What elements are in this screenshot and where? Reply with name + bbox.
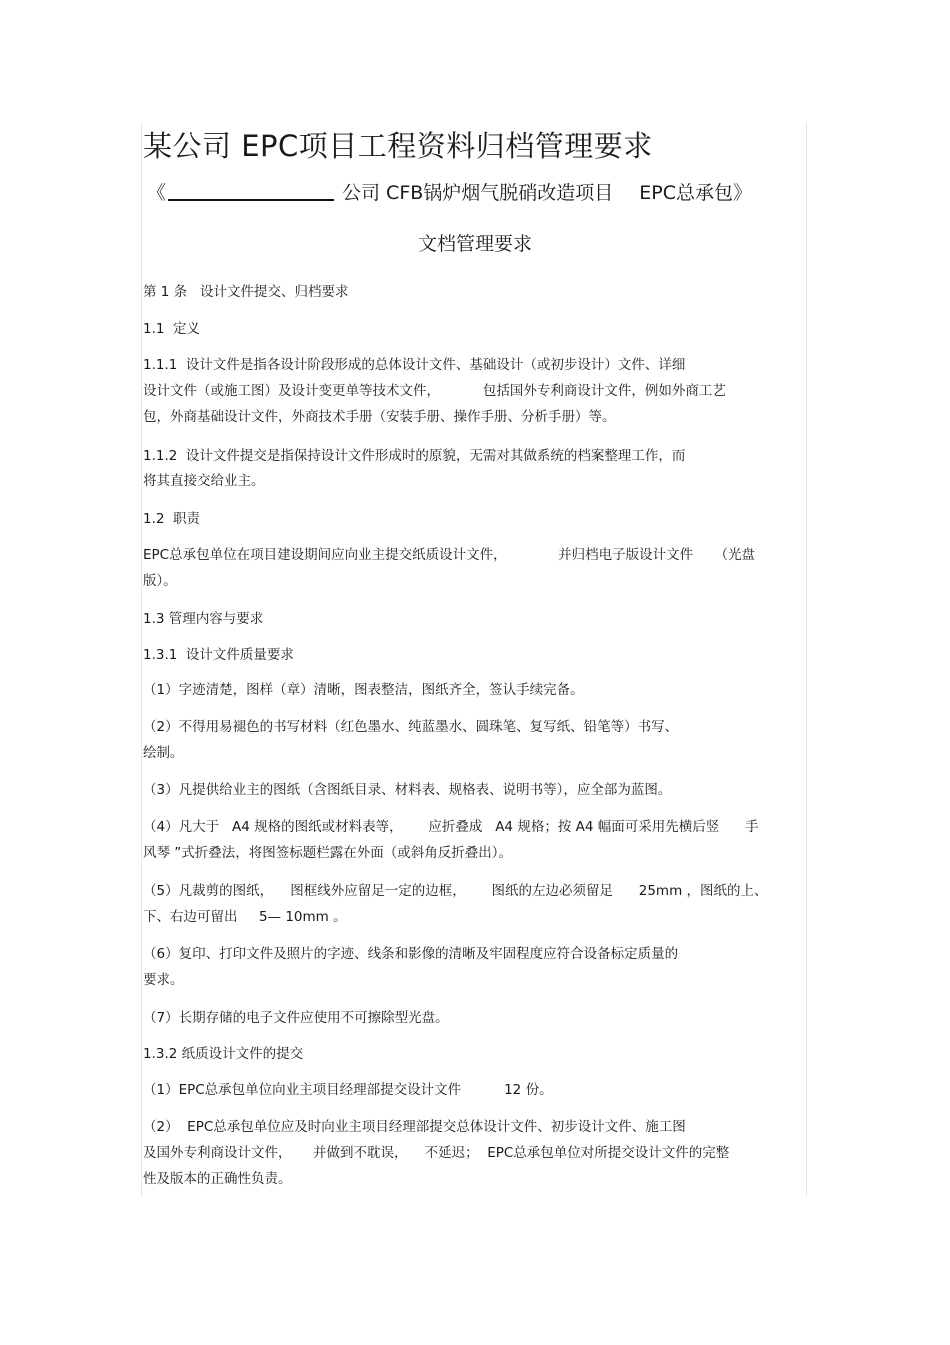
list-item-continuation: 绘制。 (143, 745, 184, 761)
subsection-heading: 1.3.1 设计文件质量要求 (143, 647, 294, 663)
list-item: （7）长期存储的电子文件应使用不可擦除型光盘。 (143, 1010, 449, 1026)
subtitle-contract-type: EPC总承包》 (639, 182, 753, 204)
list-item-continuation: 要求。 (143, 972, 184, 988)
paragraph-line: 1.1.2 设计文件提交是指保持设计文件形成时的原貌，无需对其做系统的档案整理工作，而 (143, 448, 686, 464)
document-subtitle-2: 文档管理要求 (417, 233, 532, 255)
list-item-continuation: 下、右边可留出 5— 10mm 。 (143, 909, 347, 925)
list-item: （1）字迹清楚，图样（章）清晰，图表整洁，图纸齐全，签认手续完备。 (143, 682, 584, 698)
paragraph-line: 设计文件（或施工图）及设计变更单等技术文件， 包括国外专利商设计文件，例如外商工艺 (143, 383, 726, 399)
list-item-continuation: 及国外专利商设计文件， 并做到不耽误， 不延迟； EPC总承包单位对所提交设计文件的完整 (143, 1145, 730, 1161)
list-item-continuation: 性及版本的正确性负责。 (143, 1171, 292, 1187)
document-subtitle (147, 178, 752, 205)
subsection-heading: 1.1 定义 (143, 321, 201, 337)
paragraph-line: 包，外商基础设计文件，外商技术手册（安装手册、操作手册、分析手册）等。 (143, 409, 616, 425)
subsection-heading: 1.2 职责 (143, 511, 201, 527)
paragraph-line: 版）。 (143, 573, 177, 589)
page-border-left (141, 122, 142, 1197)
list-item: （1）EPC总承包单位向业主项目经理部提交设计文件 12 份。 (143, 1082, 553, 1098)
subsection-heading: 1.3.2 纸质设计文件的提交 (143, 1046, 304, 1062)
company-name-blank (168, 183, 334, 201)
list-item: （3）凡提供给业主的图纸（含图纸目录、材料表、规格表、说明书等），应全部为蓝图。 (143, 782, 672, 798)
subsection-heading: 1.3 管理内容与要求 (143, 611, 264, 627)
page-border-right (806, 122, 807, 1197)
list-item: （2） EPC总承包单位应及时向业主项目经理部提交总体设计文件、初步设计文件、施工图 (143, 1119, 686, 1135)
paragraph-line: 1.1.1 设计文件是指各设计阶段形成的总体设计文件、基础设计（或初步设计）文件、详细 (143, 357, 686, 373)
list-item: （4）凡大于 A4 规格的图纸或材料表等， 应折叠成 A4 规格；按 A4 幅面可采用先横后竖 手 (143, 819, 759, 835)
list-item-continuation: 风琴 ”式折叠法，将图签标题栏露在外面（或斜角反折叠出）。 (143, 845, 513, 861)
subtitle-open-bracket: 《 (147, 182, 167, 204)
paragraph-line: 将其直接交给业主。 (143, 473, 265, 489)
section-heading: 第 1 条 设计文件提交、归档要求 (143, 284, 349, 300)
paragraph-line: EPC总承包单位在项目建设期间应向业主提交纸质设计文件， 并归档电子版设计文件 （光盘 (143, 547, 756, 563)
list-item: （5）凡裁剪的图纸， 图框线外应留足一定的边框， 图纸的左边必须留足 25mm ，图纸的上、 (143, 883, 768, 899)
list-item: （6）复印、打印文件及照片的字迹、线条和影像的清晰及牢固程度应符合设备标定质量的 (143, 946, 679, 962)
list-item: （2）不得用易褪色的书写材料（红色墨水、纯蓝墨水、圆珠笔、复写纸、铅笔等）书写、 (143, 719, 679, 735)
subtitle-project-name: 公司 CFB锅炉烟气脱硝改造项目 (342, 182, 614, 204)
document-title: 某公司 EPC项目工程资料归档管理要求 (143, 129, 653, 163)
